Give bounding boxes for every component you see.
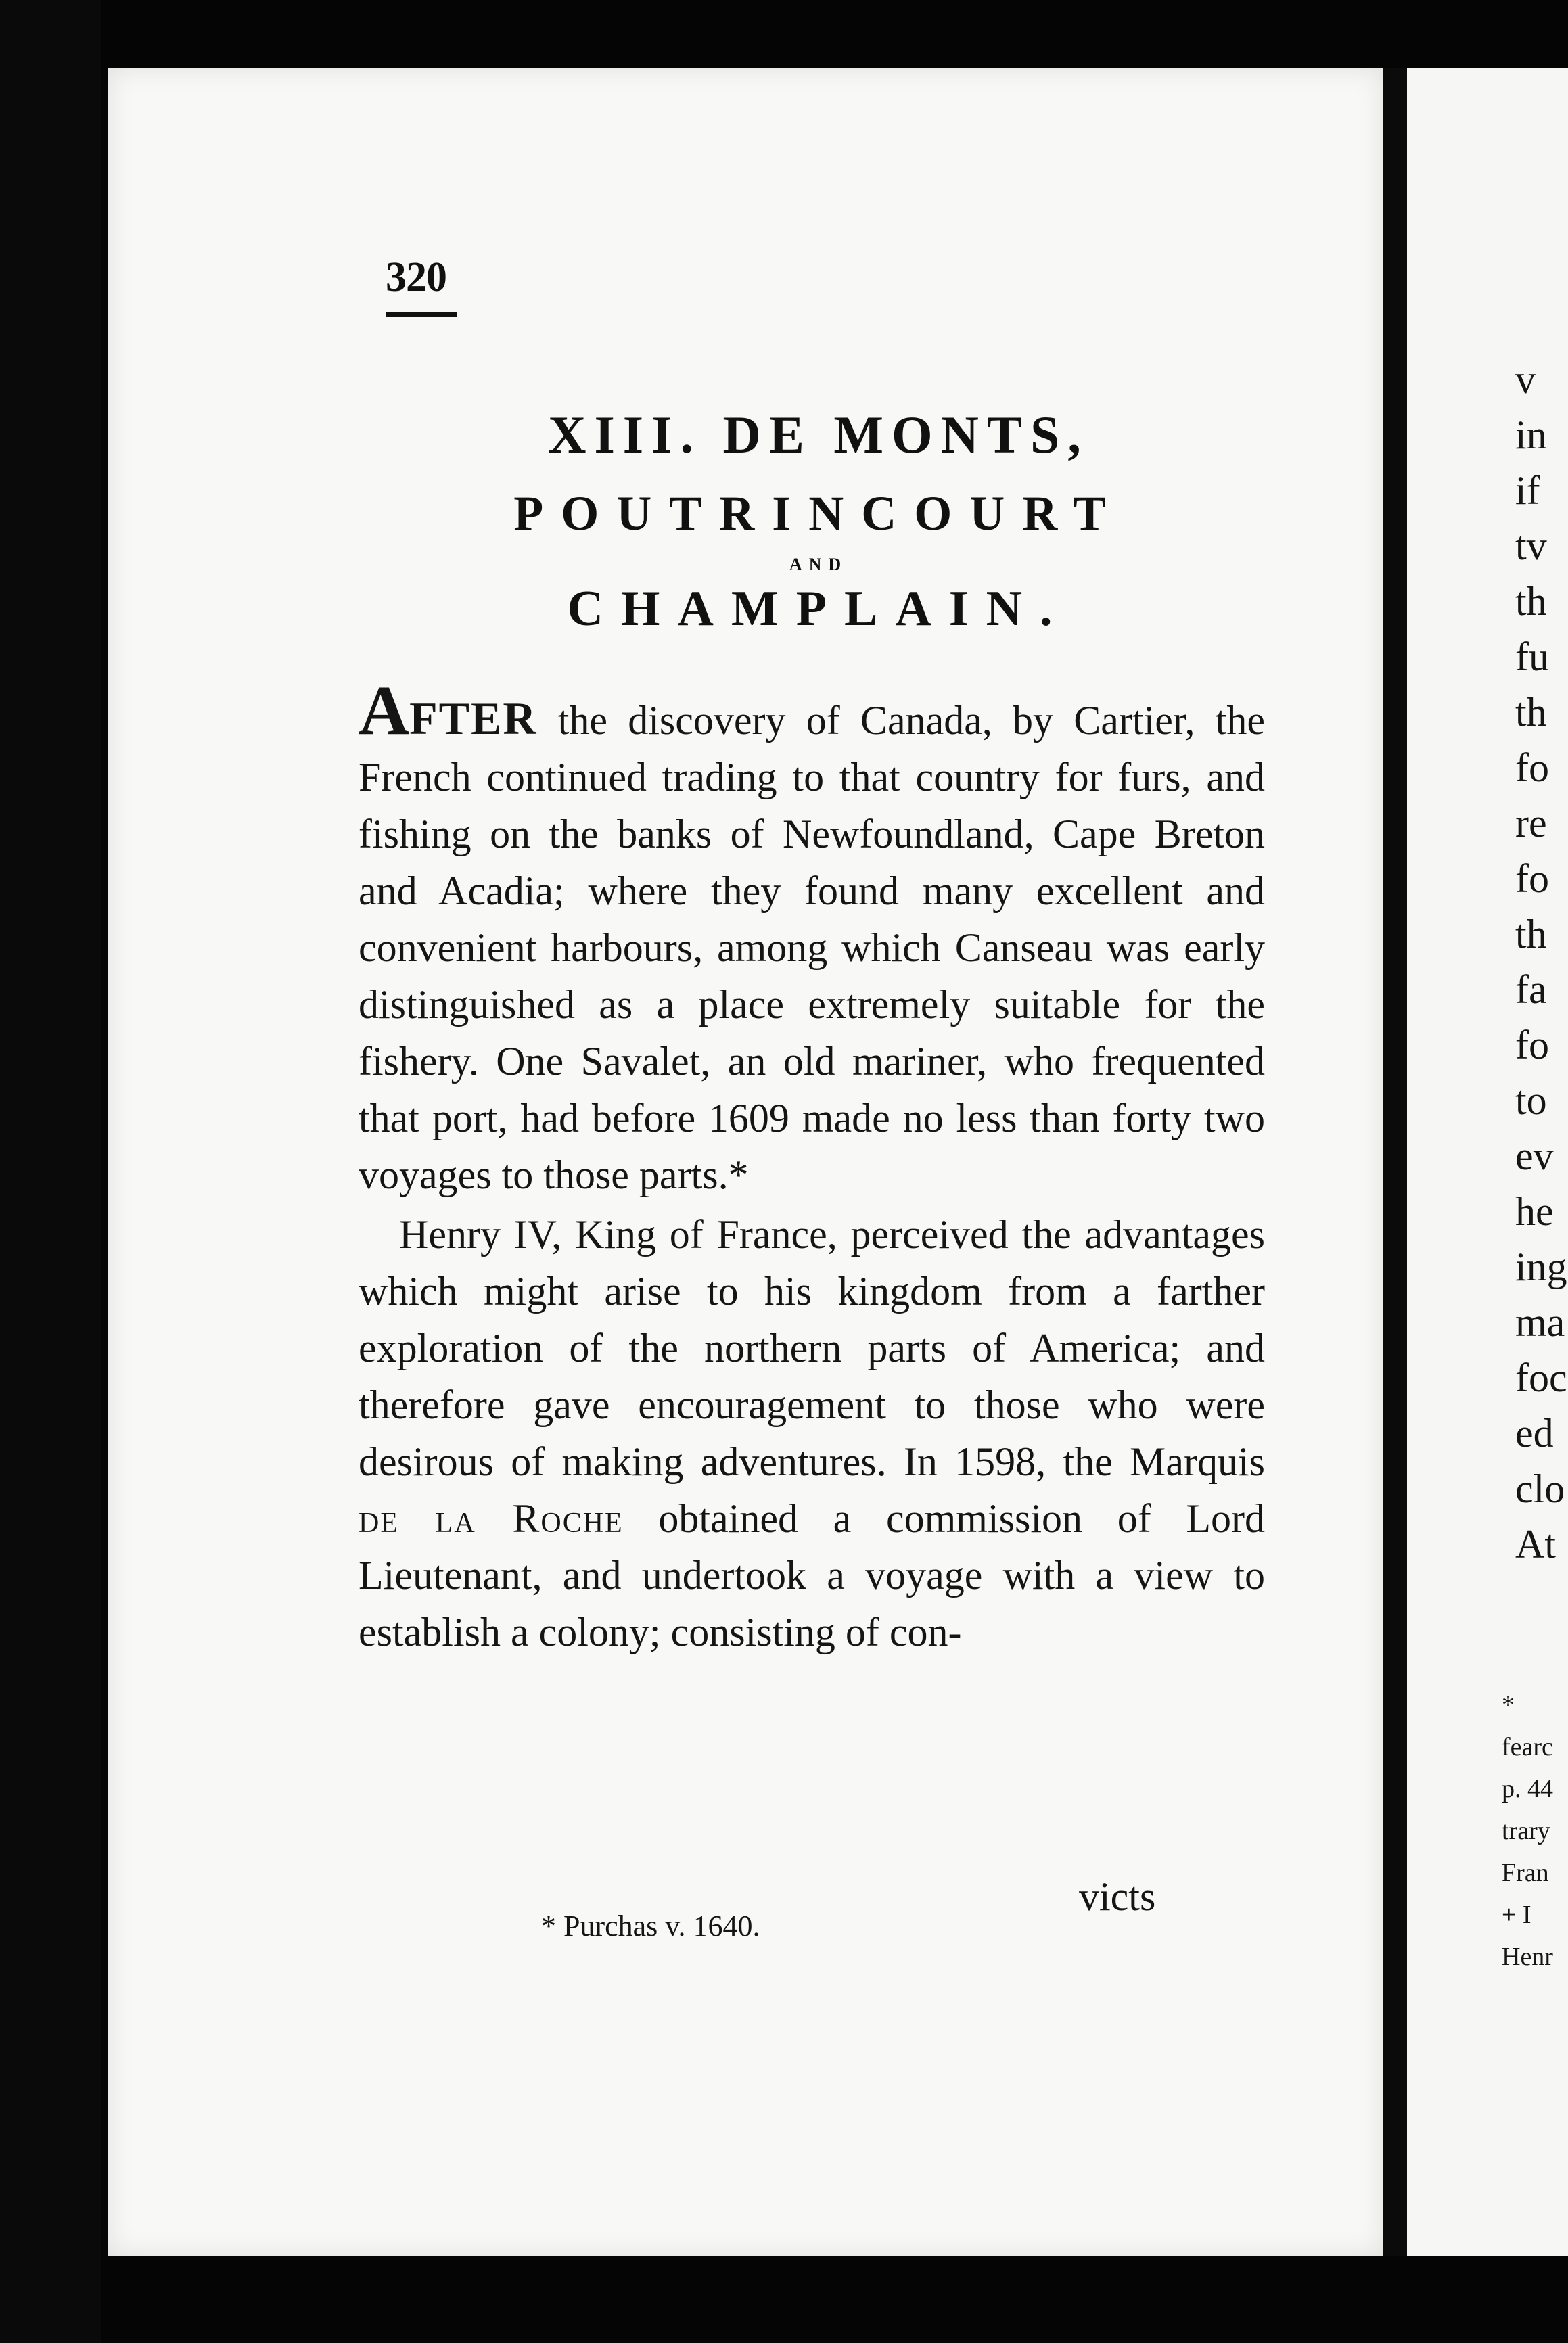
facing-line: foc xyxy=(1515,1355,1567,1400)
footnote: * Purchas v. 1640. xyxy=(541,1909,760,1943)
facing-line: fo xyxy=(1515,1023,1549,1067)
chapter-heading-line1: XIII. DE MONTS, xyxy=(548,405,1089,464)
left-spine xyxy=(0,0,101,2343)
facing-line: ed xyxy=(1515,1411,1554,1456)
facing-page-text xyxy=(1515,352,1567,1572)
body-text xyxy=(359,672,1265,1661)
facing-line: re xyxy=(1515,801,1547,845)
facing-page-notes xyxy=(1502,1684,1553,1978)
facing-line: fo xyxy=(1515,856,1549,901)
facing-line: fu xyxy=(1515,634,1549,679)
paragraph-2-text-before: Henry IV, King of France, perceived the advantages which might arise to his kingdom from a farther exploration of the northern parts of America; and therefore gave encouragement to those who were desirous of making adventures. In 1598, the Marquis xyxy=(359,1212,1265,1484)
book-gutter xyxy=(1383,68,1407,2256)
facing-note-line: Henr xyxy=(1502,1943,1553,1971)
person-name: de la Roche xyxy=(359,1496,624,1541)
facing-note-line: p. 44 xyxy=(1502,1775,1553,1803)
chapter-heading-line3: AND xyxy=(789,555,848,574)
page-number-rule xyxy=(386,312,457,317)
facing-note-line: fearc xyxy=(1502,1733,1553,1761)
catchword: victs xyxy=(1079,1874,1156,1919)
facing-line: fa xyxy=(1515,967,1547,1012)
chapter-heading-line4: CHAMPLAIN. xyxy=(567,581,1070,636)
facing-line: v xyxy=(1515,357,1536,402)
facing-line: At xyxy=(1515,1522,1556,1567)
facing-line: clo xyxy=(1515,1466,1565,1511)
facing-line: ev xyxy=(1515,1134,1554,1178)
facing-note-line: + I xyxy=(1502,1901,1531,1929)
facing-line: to xyxy=(1515,1078,1547,1123)
facing-line: ma xyxy=(1515,1300,1565,1345)
facing-note-line: Fran xyxy=(1502,1859,1549,1887)
paragraph-2 xyxy=(359,1206,1265,1661)
page-number: 320 xyxy=(386,254,446,300)
paragraph-1-text: the discovery of Canada, by Cartier, the French continued trading to that country for furs, and fishing on the banks of Newfoundland, Cape Breton and Acadia; where they found many excellent and convenient harbours, among which Canseau was early distinguished as a place extremely suitable for the fishery. One Savalet, an old mariner, who frequented that port, had before 1609 made no less than forty two voyages to those parts.* xyxy=(359,698,1265,1197)
facing-line: if xyxy=(1515,468,1540,513)
facing-note-line: trary xyxy=(1502,1817,1550,1845)
facing-line: he xyxy=(1515,1189,1554,1234)
paragraph-2-text-after: obtained a commission of Lord Lieutenant, and undertook a voyage with a view to establish a colony; consisting of con- xyxy=(359,1496,1265,1654)
facing-line: th xyxy=(1515,579,1547,624)
facing-line: fo xyxy=(1515,745,1549,790)
facing-line: th xyxy=(1515,912,1547,956)
facing-note-line: * xyxy=(1502,1691,1515,1719)
facing-line: tv xyxy=(1515,524,1547,568)
facing-line: in xyxy=(1515,413,1547,457)
drop-cap: A xyxy=(359,672,410,749)
facing-line: ing xyxy=(1515,1245,1567,1289)
chapter-heading-line2: POUTRINCOURT xyxy=(513,486,1124,540)
paragraph-1 xyxy=(359,672,1265,1203)
lead-word: FTER xyxy=(409,693,538,744)
facing-line: th xyxy=(1515,690,1547,735)
